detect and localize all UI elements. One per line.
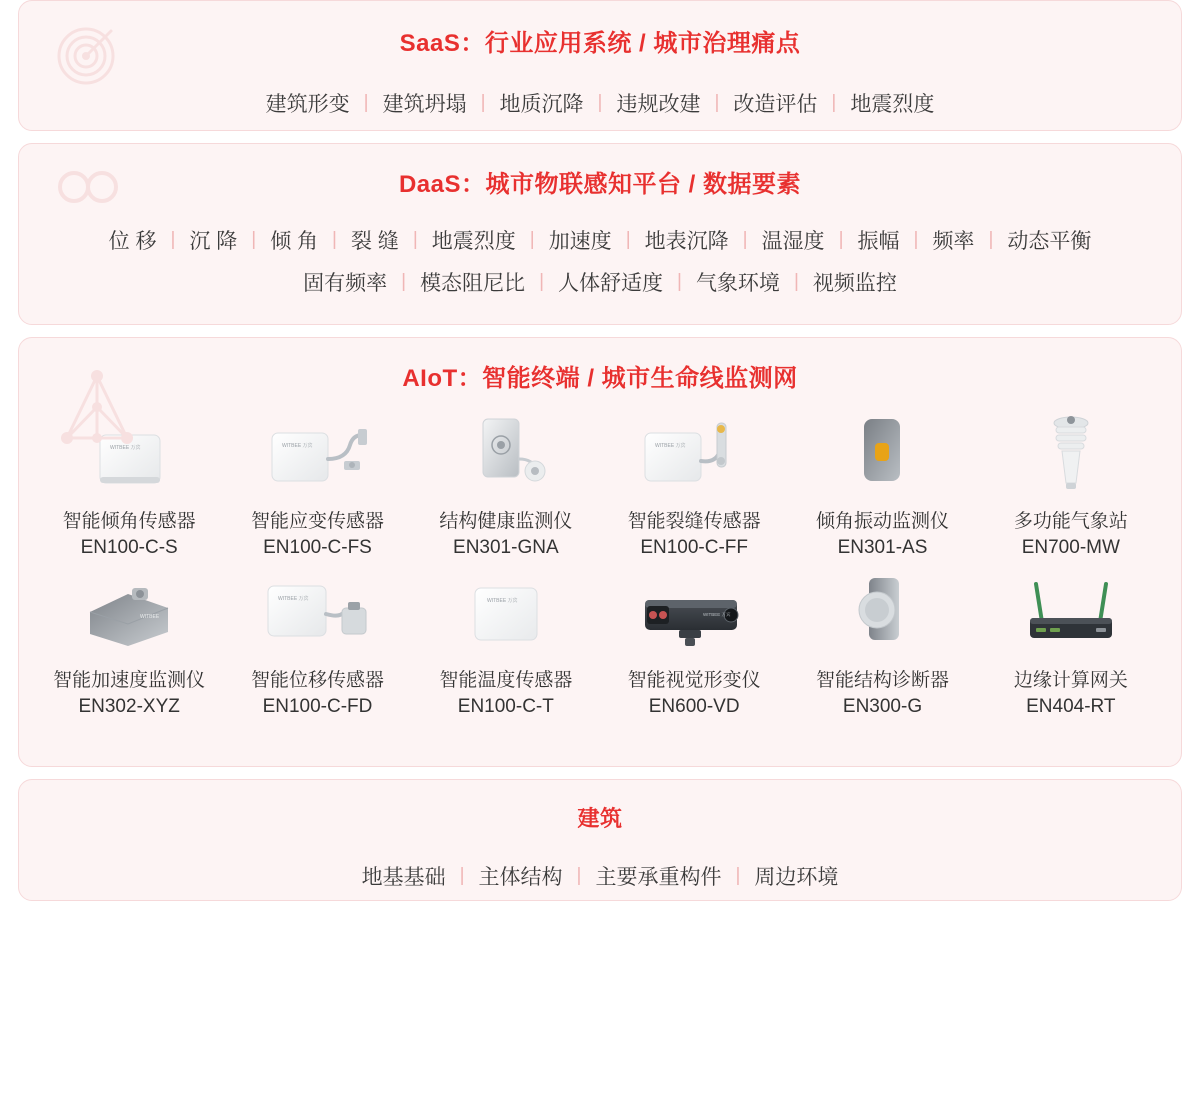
aiot-title [19, 358, 1181, 393]
saas-title-en: SaaS： [399, 30, 485, 57]
edge-gateway-icon [996, 566, 1146, 662]
daas-tag: 地表沉降 [644, 230, 729, 253]
device-model: EN700-MW [1021, 536, 1120, 558]
tag-separator: | [401, 271, 407, 292]
device-item[interactable] [412, 566, 600, 719]
daas-tag-row-2 [19, 267, 1181, 297]
tag-separator: | [576, 865, 582, 886]
device-item[interactable] [977, 566, 1165, 719]
accelerometer-icon [54, 566, 204, 662]
tag-separator: | [838, 229, 844, 250]
daas-tag: 固有频率 [303, 272, 388, 295]
device-name: 智能倾角传感器 [62, 511, 196, 532]
saas-tag: 建筑形变 [265, 93, 350, 116]
tag-separator: | [714, 92, 720, 113]
tag-separator: | [363, 92, 369, 113]
vibration-monitor-icon [807, 407, 957, 503]
device-name: 智能结构诊断器 [815, 670, 949, 692]
device-item[interactable] [223, 407, 411, 560]
daas-tag: 加速度 [548, 230, 612, 253]
daas-tag: 频率 [932, 230, 975, 253]
device-item[interactable] [788, 566, 976, 719]
saas-tag: 违规改建 [616, 93, 701, 116]
daas-tag: 动态平衡 [1007, 230, 1092, 253]
device-grid [19, 403, 1181, 720]
device-model: EN301-AS [837, 536, 928, 558]
device-name: 边缘计算网关 [1013, 670, 1128, 692]
daas-tag: 裂 缝 [350, 230, 399, 253]
tag-separator: | [332, 229, 337, 250]
device-model: EN100-C-FF [640, 536, 748, 558]
device-name: 智能裂缝传感器 [627, 511, 761, 532]
device-item[interactable] [35, 566, 223, 719]
aiot-card [18, 337, 1182, 767]
daas-tag-row-1 [19, 225, 1181, 255]
device-item[interactable] [600, 566, 788, 719]
tag-separator: | [459, 865, 465, 886]
device-item[interactable] [35, 407, 223, 560]
daas-tag: 地震烈度 [431, 230, 516, 253]
crack-sensor-icon [619, 407, 769, 503]
structure-health-icon [431, 407, 581, 503]
svg-text:WITBEE 万宾: WITBEE 万宾 [110, 445, 141, 451]
tag-separator: | [170, 229, 176, 250]
tag-separator: | [913, 229, 919, 250]
device-name: 智能应变传感器 [250, 511, 384, 532]
device-model: EN300-G [842, 695, 923, 717]
device-name: 智能加速度监测仪 [53, 670, 206, 692]
daas-tag: 模态阻尼比 [420, 272, 526, 295]
svg-text:WITBEE 万宾: WITBEE 万宾 [278, 596, 310, 603]
device-model: EN404-RT [1026, 695, 1116, 717]
device-model: EN600-VD [648, 695, 740, 717]
daas-tag: 振幅 [857, 230, 900, 253]
strain-sensor-icon [242, 407, 392, 503]
saas-tag: 地震烈度 [850, 93, 935, 116]
building-tag: 主要承重构件 [595, 866, 722, 889]
device-model: EN100-C-FD [262, 695, 373, 717]
temperature-sensor-icon [431, 566, 581, 662]
device-item[interactable] [600, 407, 788, 560]
aiot-title-en: AIoT： [402, 365, 483, 392]
device-item[interactable] [223, 566, 411, 719]
displacement-sensor-icon [242, 566, 392, 662]
weather-station-icon [996, 407, 1146, 503]
device-item[interactable] [788, 407, 976, 560]
tag-separator: | [251, 229, 257, 250]
svg-text:WITBEE 万宾: WITBEE 万宾 [703, 612, 731, 618]
vision-camera-icon [619, 566, 769, 662]
daas-card [18, 143, 1182, 325]
device-name: 多功能气象站 [1013, 511, 1128, 532]
device-model: EN301-GNA [453, 536, 559, 558]
tag-separator: | [625, 229, 631, 250]
saas-tag: 改造评估 [733, 93, 818, 116]
saas-tag: 建筑坍塌 [382, 93, 467, 116]
tag-separator: | [735, 865, 741, 886]
daas-title-cn: 城市物联感知平台 / 数据要素 [485, 171, 802, 198]
saas-card [18, 0, 1182, 131]
tag-separator: | [539, 271, 544, 292]
device-model: EN100-C-T [457, 695, 554, 717]
svg-text:WITBEE: WITBEE [140, 614, 160, 621]
daas-tag: 气象环境 [695, 272, 780, 295]
building-title: 建筑 [577, 806, 623, 831]
building-tag-row [19, 861, 1181, 891]
device-name: 智能温度传感器 [439, 670, 573, 692]
daas-tag: 人体舒适度 [558, 272, 663, 295]
saas-title-cn: 行业应用系统 / 城市治理痛点 [484, 30, 801, 57]
daas-tag: 视频监控 [812, 272, 897, 295]
tag-separator: | [742, 229, 748, 250]
daas-tag: 倾 角 [270, 230, 319, 253]
svg-text:WITBEE 万宾: WITBEE 万宾 [655, 443, 686, 449]
saas-tag: 地质沉降 [499, 93, 584, 116]
svg-text:WITBEE 万宾: WITBEE 万宾 [282, 443, 314, 449]
daas-tag: 沉 降 [189, 230, 238, 253]
svg-text:WITBEE 万宾: WITBEE 万宾 [486, 598, 518, 605]
device-model: EN302-XYZ [78, 695, 180, 717]
structure-diagnoser-icon [807, 566, 957, 662]
device-model: EN100-C-S [80, 536, 178, 558]
building-tag: 主体结构 [478, 866, 563, 889]
daas-tag: 温湿度 [761, 230, 825, 253]
device-item[interactable] [977, 407, 1165, 560]
tag-separator: | [412, 229, 418, 250]
tilt-sensor-icon [54, 407, 204, 503]
device-item[interactable] [412, 407, 600, 560]
daas-title-en: DaaS： [398, 171, 486, 198]
daas-tag: 位 移 [108, 230, 157, 253]
saas-title [19, 23, 1181, 58]
device-model: EN100-C-FS [263, 536, 372, 558]
tag-separator: | [831, 92, 837, 113]
device-name: 智能视觉形变仪 [627, 670, 761, 692]
tag-separator: | [529, 229, 535, 250]
tag-separator: | [597, 92, 603, 113]
building-tag: 地基基础 [361, 866, 446, 889]
aiot-title-cn: 智能终端 / 城市生命线监测网 [482, 365, 798, 392]
tag-separator: | [480, 92, 486, 113]
building-tag: 周边环境 [754, 866, 839, 889]
daas-title [19, 164, 1181, 199]
device-name: 倾角振动监测仪 [815, 511, 949, 532]
tag-separator: | [677, 271, 682, 292]
tag-separator: | [988, 229, 994, 250]
saas-tag-row [19, 88, 1181, 118]
building-card [18, 779, 1182, 901]
device-name: 结构健康监测仪 [439, 511, 573, 532]
tag-separator: | [793, 271, 799, 292]
device-name: 智能位移传感器 [250, 670, 384, 692]
